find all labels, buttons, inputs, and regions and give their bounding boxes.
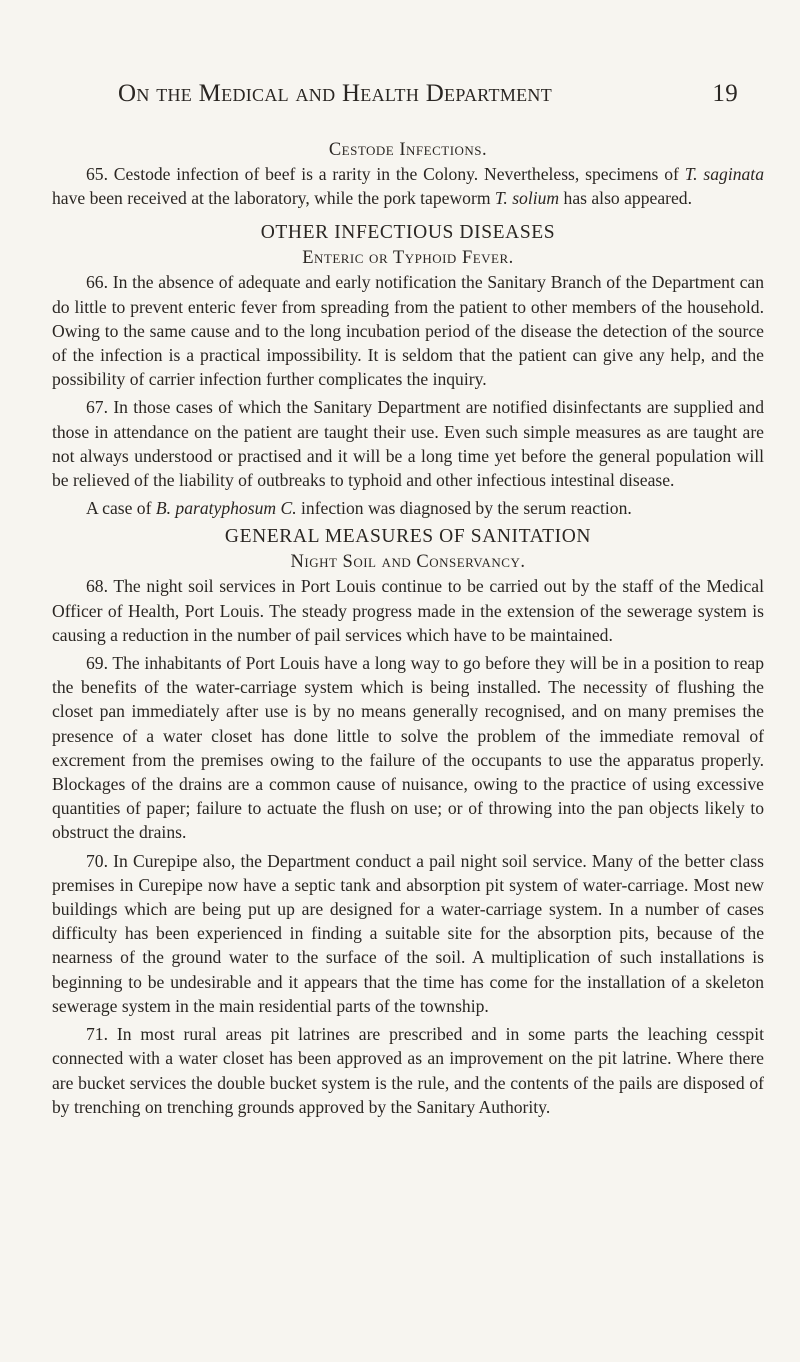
paragraph-70: 70. In Curepipe also, the Department conduct a pail night soil service. Many of the better class premises in Curepipe now have a septic tank and absorption pit system of water-carriage. Most new buildings which are being put up are designed for a water-carriage system. In a number of cases difficulty has been experienced in finding a suitable site for the absorption pits, because of the nearness of the ground water to the surface of the soil. A multiplication of such installations is beginning to be undesirable and it appears that the time has come for the installation of a skeleton sewerage system in the main residential parts of the township. — [52, 850, 764, 1016]
paragraph-65: 65. Cestode infection of beef is a rarity in the Colony. Nevertheless, specimens of T. saginata have been received at the laboratory, while the pork tapeworm T. solium has also appeared. — [52, 164, 764, 209]
page-number: 19 — [712, 80, 738, 107]
species-name: T. solium — [494, 188, 560, 209]
paragraph-69: 69. The inhabitants of Port Louis have a long way to go before they will be in a position to reap the benefits of the water-carriage system which is being installed. The necessity of flushing the closet pan immediately after use is by no means generally recognised, and on many premises the presence of a water closet has done little to solve the problem of the immediate removal of excrement from the premises owing to the failure of the occupants to use the apparatus properly. Blockages of the drains are a common cause of nuisance, owing to the practice of using excessive quantities of paper; failure to actuate the flush on use; or of throwing into the pan objects likely to obstruct the drains. — [52, 653, 764, 843]
paragraph-68: 68. The night soil services in Port Louis continue to be carried out by the staff of the Medical Officer of Health, Port Louis. The steady progress made in the extension of the sewerage system is causing a reduction in the number of pail services which have to be maintained. — [52, 576, 764, 645]
paragraph-66: 66. In the absence of adequate and early notification the Sanitary Branch of the Department can do little to prevent enteric fever from spreading from the patient to other members of the household. Owing to the same cause and to the long incubation period of the disease the detection of the source of the infection is a practical impossibility. It is seldom that the patient can give any help, and the possibility of carrier infection further complicates the inquiry. — [52, 272, 764, 390]
paragraph-67: 67. In those cases of which the Sanitary Department are notified disinfectants are supplied and those in attendance on the patient are taught their use. Even such simple measures as are taught are not always understood or practised and it will be a long time yet before the general population will be relieved of the liability of outbreaks to typhoid and other infectious intestinal disease. — [52, 397, 764, 491]
paragraph-paratyphoid: A case of B. paratyphosum C. infection was diagnosed by the serum reaction. — [86, 498, 632, 519]
header-title: On the Medical and Health Department — [118, 80, 553, 107]
running-header — [118, 80, 738, 116]
other-diseases-heading: OTHER INFECTIOUS DISEASES — [260, 222, 556, 244]
page-body — [52, 138, 764, 1123]
species-name: B. paratyphosum C. — [155, 498, 297, 519]
typhoid-heading: Enteric or Typhoid Fever. — [302, 248, 514, 269]
cestode-heading: Cestode Infections. — [328, 140, 488, 160]
paragraph-71: 71. In most rural areas pit latrines are prescribed and in some parts the leaching cesspit connected with a water closet has been approved as an improvement on the pit latrine. Where there are bucket services the double bucket system is the rule, and the contents of the pails are disposed of by trenching on trenching grounds approved by the Sanitary Authority. — [52, 1024, 764, 1117]
night-soil-heading: Night Soil and Conservancy. — [290, 552, 526, 573]
species-name: T. saginata — [684, 164, 764, 184]
sanitation-heading: GENERAL MEASURES OF SANITATION — [224, 526, 592, 548]
